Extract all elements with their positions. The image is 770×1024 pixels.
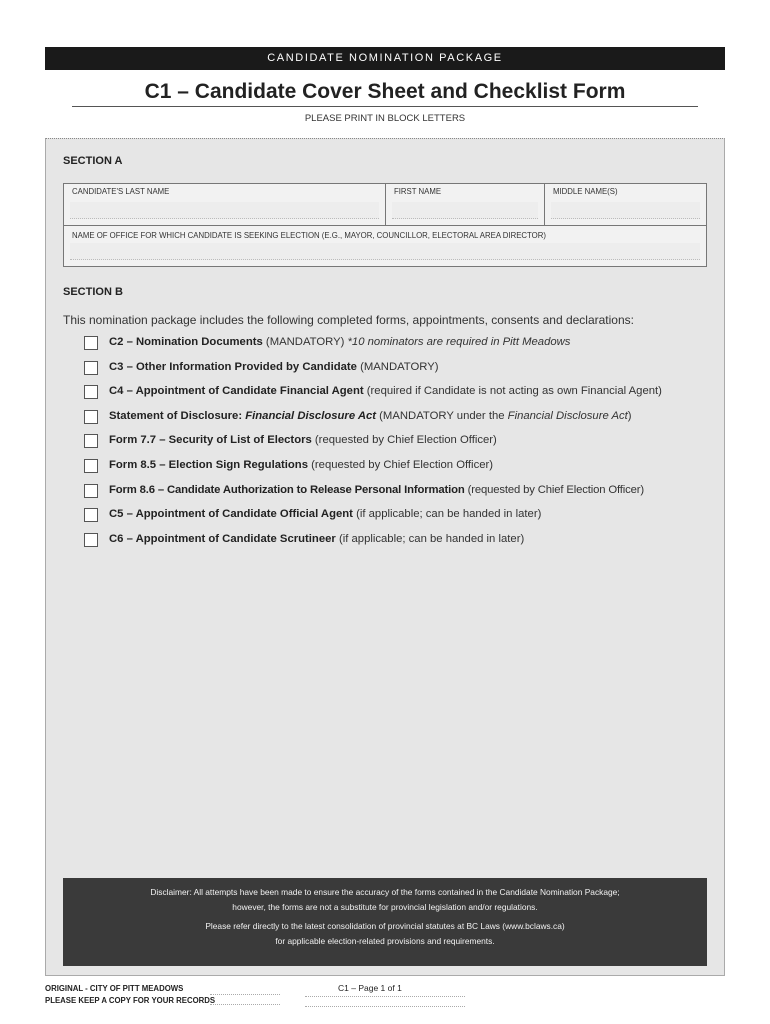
footer-dotted-rule: [305, 998, 465, 1007]
office-cell: [64, 226, 706, 266]
checkbox[interactable]: [84, 508, 98, 522]
checklist-item-label: C6 – Appointment of Candidate Scrutineer (if applicable; can be handed in later): [109, 533, 525, 545]
checkbox[interactable]: [84, 361, 98, 375]
middle-name-field[interactable]: [551, 202, 700, 219]
disclaimer-line: however, the forms are not a substitute for provincial legislation and/or regulations.: [232, 901, 538, 912]
section-b-heading: SECTION B: [63, 286, 123, 298]
print-instruction: PLEASE PRINT IN BLOCK LETTERS: [304, 113, 466, 124]
checklist-item-label: C4 – Appointment of Candidate Financial Agent (required if Candidate is not acting as own Financial Agent): [109, 385, 662, 397]
section-a-heading: SECTION A: [63, 155, 123, 167]
checkbox[interactable]: [84, 459, 98, 473]
page-title: C1 – Candidate Cover Sheet and Checklist Form: [144, 80, 626, 103]
footer-dotted-rule: [210, 996, 280, 1005]
office-label: NAME OF OFFICE FOR WHICH CANDIDATE IS SEEKING ELECTION (E.G., MAYOR, COUNCILLOR, ELECTORAL AREA DIRECTOR): [72, 231, 546, 240]
checklist-item-label: Statement of Disclosure: Financial Disclosure Act (MANDATORY under the Financial Disclosure Act): [109, 410, 632, 422]
last-name-field[interactable]: [70, 202, 379, 219]
checkbox[interactable]: [84, 336, 98, 350]
last-name-label: CANDIDATE'S LAST NAME: [72, 187, 170, 196]
checkbox[interactable]: [84, 484, 98, 498]
footer-records: [45, 983, 215, 1007]
footer-original: ORIGINAL - CITY OF PITT MEADOWS: [45, 984, 184, 993]
disclaimer-line: Disclaimer: All attempts have been made to ensure the accuracy of the forms contained in the Candidate Nomination Package;: [150, 887, 620, 897]
checklist-item-label: Form 8.6 – Candidate Authorization to Release Personal Information (requested by Chief Election Officer): [109, 484, 644, 496]
checkbox[interactable]: [84, 533, 98, 547]
first-name-label: FIRST NAME: [394, 187, 442, 196]
checkbox[interactable]: [84, 410, 98, 424]
checkbox[interactable]: [84, 385, 98, 399]
disclaimer-line: for applicable election-related provisions and requirements.: [275, 935, 495, 946]
package-banner: CANDIDATE NOMINATION PACKAGE: [45, 47, 725, 70]
page-number: C1 – Page 1 of 1: [338, 983, 402, 993]
checklist-item-label: Form 7.7 – Security of List of Electors (requested by Chief Election Officer): [109, 434, 497, 446]
disclaimer-line: Please refer directly to the latest consolidation of provincial statutes at BC Laws (www.bclaws.ca): [205, 921, 565, 931]
disclaimer-box: [63, 878, 707, 966]
checklist-item-label: C2 – Nomination Documents (MANDATORY) *10 nominators are required in Pitt Meadows: [109, 336, 571, 348]
office-field[interactable]: [70, 243, 700, 260]
footer-keep-copy: PLEASE KEEP A COPY FOR YOUR RECORDS: [45, 996, 216, 1005]
footer-dotted-rule: [305, 988, 465, 997]
middle-name-label: MIDDLE NAME(S): [553, 187, 618, 196]
checklist-item-label: C3 – Other Information Provided by Candidate (MANDATORY): [109, 361, 439, 373]
checkbox[interactable]: [84, 434, 98, 448]
checklist-item-label: C5 – Appointment of Candidate Official Agent (if applicable; can be handed in later): [109, 508, 542, 520]
title-divider: [72, 106, 698, 107]
candidate-info-grid: [63, 183, 707, 267]
footer-dotted-rule: [210, 986, 280, 995]
middle-name-cell: [545, 184, 706, 226]
checklist-item-label: Form 8.5 – Election Sign Regulations (requested by Chief Election Officer): [109, 459, 494, 471]
first-name-cell: [386, 184, 545, 226]
last-name-cell: [64, 184, 386, 226]
first-name-field[interactable]: [392, 202, 538, 219]
section-b-intro: This nomination package includes the following completed forms, appointments, consents and declarations:: [63, 313, 634, 327]
